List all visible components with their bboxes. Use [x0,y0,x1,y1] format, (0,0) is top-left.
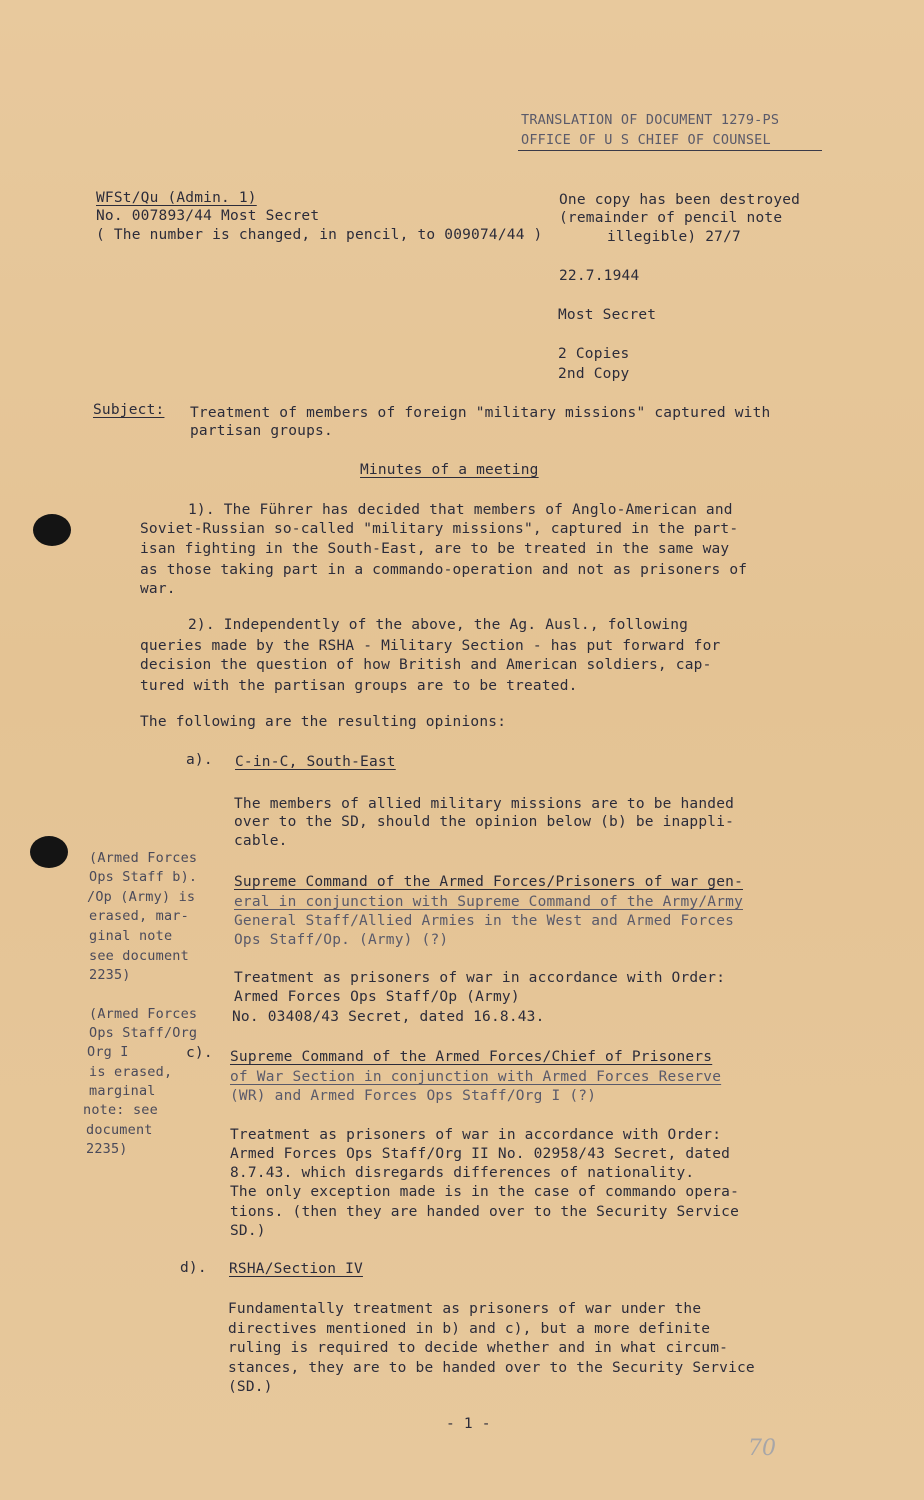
margin-note-b-5: ginal note [89,928,173,944]
opinion-d-text-4: stances, they are to be handed over to the Security Service [228,1360,755,1376]
margin-note-b-7: 2235) [89,967,131,983]
margin-note-c-5: marginal [89,1083,156,1099]
header-underline [518,150,822,151]
opinion-d-text-2: directives mentioned in b) and c), but a more definite [228,1321,711,1337]
subject-line-1: Treatment of members of foreign "military missions" captured with [190,405,771,421]
opinion-a-text-3: cable. [234,833,288,849]
copy-number: 2nd Copy [558,366,630,382]
para2-line-3: decision the question of how British and American soldiers, cap- [140,657,712,673]
para2-line-4: tured with the partisan groups are to be treated. [140,678,578,694]
destroyed-copy-note-3: illegible) 27/7 [607,229,741,245]
opinion-c-text-5: tions. (then they are handed over to the Security Service [230,1204,739,1220]
classification: Most Secret [558,307,657,323]
para2-line-1: 2). Independently of the above, the Ag. Ausl., following [188,617,689,633]
opinion-a-text-2: over to the SD, should the opinion below (b) be inappli- [234,814,735,830]
page-number: - 1 - [446,1416,491,1432]
margin-note-b-4: erased, mar- [89,908,189,924]
opinion-c-text-6: SD.) [230,1223,266,1239]
opinion-b-heading-2: eral in conjunction with Supreme Command of the Army/Army [234,894,743,910]
opinion-a-text-1: The members of allied military missions are to be handed [234,796,735,812]
margin-note-c-7: document [86,1122,153,1138]
opinion-d-marker: d). [180,1260,207,1276]
office-reference: WFSt/Qu (Admin. 1) [96,190,257,206]
opinion-c-text-3: 8.7.43. which disregards differences of nationality. [230,1165,695,1181]
opinion-d-text-1: Fundamentally treatment as prisoners of war under the [228,1301,702,1317]
document-date: 22.7.1944 [559,268,640,284]
opinions-intro: The following are the resulting opinions: [140,714,507,730]
opinion-b-text-3: No. 03408/43 Secret, dated 16.8.43. [232,1009,545,1025]
minutes-title: Minutes of a meeting [360,462,539,478]
number-change-note: ( The number is changed, in pencil, to 009074/44 ) [96,227,543,243]
header-line-2: OFFICE OF U S CHIEF OF COUNSEL [521,132,771,148]
para2-line-2: queries made by the RSHA - Military Section - has put forward for [140,638,721,654]
margin-note-b-1: (Armed Forces [89,850,198,866]
subject-label: Subject: [93,402,165,418]
header-line-1: TRANSLATION OF DOCUMENT 1279-PS [521,112,780,128]
copy-count: 2 Copies [558,346,630,362]
margin-note-b-3: /Op (Army) is [87,889,196,905]
margin-note-c-3: Org I [87,1044,129,1060]
punch-hole-bottom [30,836,68,868]
opinion-b-heading-1: Supreme Command of the Armed Forces/Prisoners of war gen- [234,874,743,890]
margin-note-c-6: note: see [83,1102,158,1118]
opinion-d-text-3: ruling is required to decide whether and in what circum- [228,1340,729,1356]
pencil-page-number: 70 [748,1436,776,1461]
opinion-c-marker: c). [186,1045,213,1061]
destroyed-copy-note-2: (remainder of pencil note [559,210,783,226]
opinion-c-heading-2: of War Section in conjunction with Armed Forces Reserve [230,1069,722,1085]
subject-line-2: partisan groups. [190,423,333,439]
opinion-d-heading: RSHA/Section IV [229,1261,363,1277]
opinion-b-heading-3: General Staff/Allied Armies in the West and Armed Forces [234,913,735,929]
margin-note-b-2: Ops Staff b). [89,869,198,885]
margin-note-c-8: 2235) [86,1141,128,1157]
opinion-c-text-4: The only exception made is in the case of commando opera- [230,1184,739,1200]
para1-line-2: Soviet-Russian so-called "military missions", captured in the part- [140,521,739,537]
para1-line-4: as those taking part in a commando-operation and not as prisoners of [140,562,748,578]
document-number: No. 007893/44 Most Secret [96,208,320,224]
opinion-a-heading: C-in-C, South-East [235,754,396,770]
opinion-d-text-5: (SD.) [228,1379,273,1395]
para1-line-3: isan fighting in the South-East, are to be treated in the same way [140,541,730,557]
opinion-c-text-1: Treatment as prisoners of war in accordance with Order: [230,1127,722,1143]
margin-note-b-6: see document [89,948,189,964]
opinion-c-text-2: Armed Forces Ops Staff/Org II No. 02958/43 Secret, dated [230,1146,731,1162]
opinion-c-heading-1: Supreme Command of the Armed Forces/Chief of Prisoners [230,1049,713,1065]
opinion-b-heading-4: Ops Staff/Op. (Army) (?) [234,932,449,948]
margin-note-c-4: is erased, [89,1064,173,1080]
opinion-b-text-1: Treatment as prisoners of war in accordance with Order: [234,970,726,986]
para1-line-5: war. [140,581,176,597]
margin-note-c-1: (Armed Forces [89,1006,198,1022]
destroyed-copy-note-1: One copy has been destroyed [559,192,801,208]
opinion-a-marker: a). [186,752,213,768]
margin-note-c-2: Ops Staff/Org [89,1025,198,1041]
opinion-b-text-2: Armed Forces Ops Staff/Op (Army) [234,989,520,1005]
punch-hole-top [33,514,71,546]
para1-line-1: 1). The Führer has decided that members of Anglo-American and [188,502,733,518]
opinion-c-heading-3: (WR) and Armed Forces Ops Staff/Org I (?) [230,1088,597,1104]
